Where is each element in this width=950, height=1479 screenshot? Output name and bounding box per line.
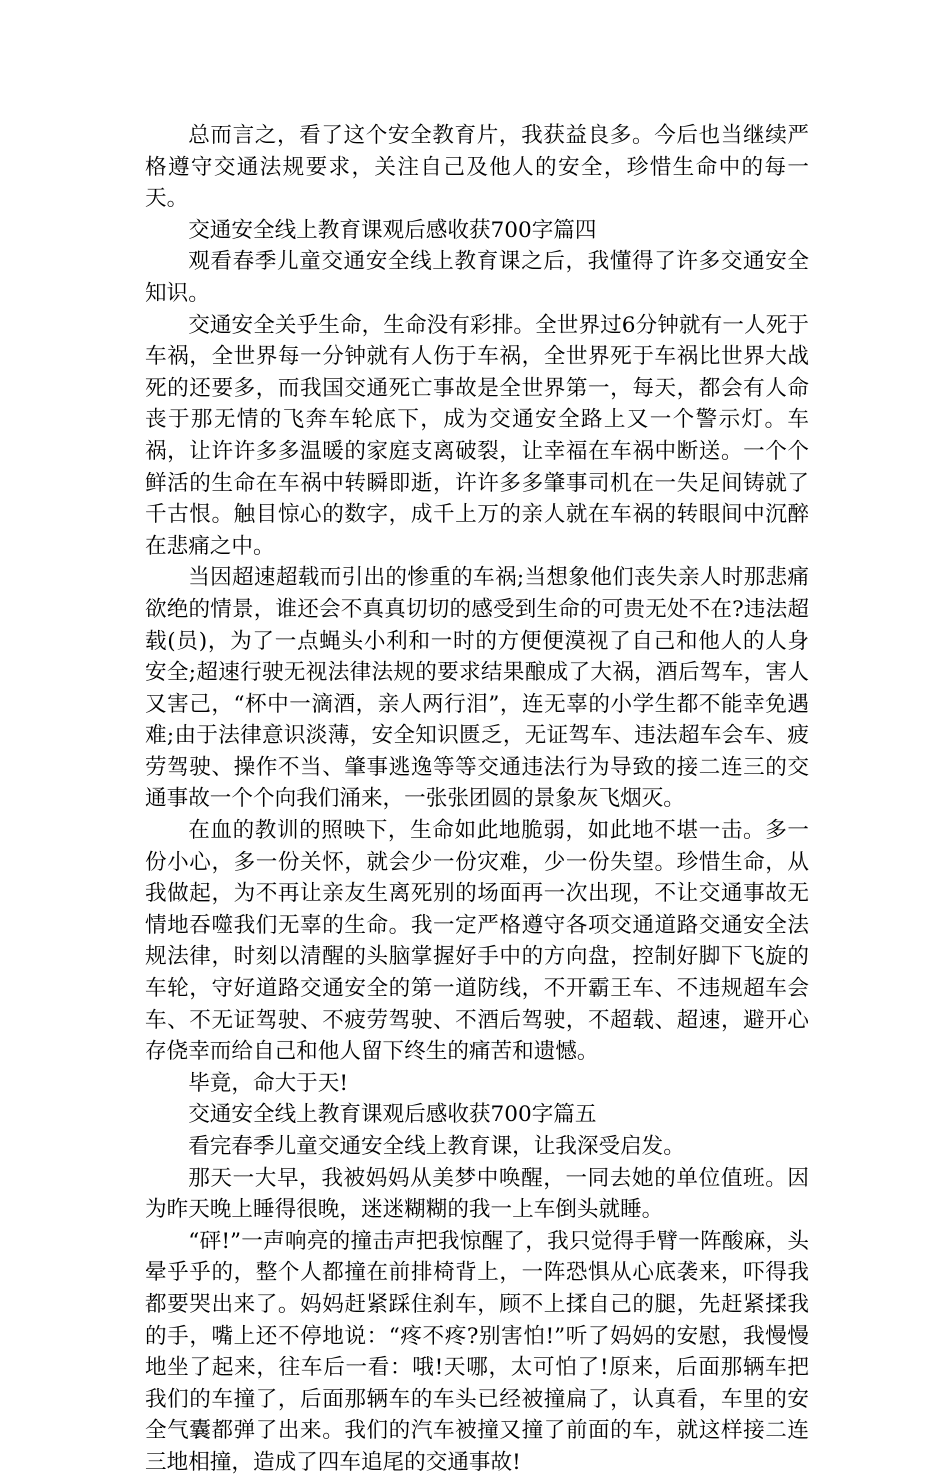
paragraph: 看完春季儿童交通安全线上教育课，让我深受启发。	[188, 1134, 685, 1159]
paragraph-conclusion: 总而言之，看了这个安全教育片，我获益良多。今后也当继续严格遵守交通法规要求，关注自己及他人的安全，珍惜生命中的每一天。	[145, 123, 809, 212]
document-page	[145, 120, 809, 1479]
paragraph: 当因超速超载而引出的惨重的车祸;当想象他们丧失亲人时那悲痛欲绝的情景，谁还会不真真切切的感受到生命的可贵无处不在?违法超载(员)，为了一点蝇头小利和一时的方便便漠视了自己和他人的人身安全;超速行驶无视法律法规的要求结果酿成了大祸，酒后驾车，害人又害己，“杯中一滴酒，亲人两行泪”，连无辜的小学生都不能幸免遇难;由于法律意识淡薄，安全知识匮乏，无证驾车、违法超车会车、疲劳驾驶、操作不当、肇事逃逸等等交通违法行为导致的接二连三的交通事故一个个向我们涌来，一张张团圆的景象灰飞烟灭。	[145, 565, 809, 812]
paragraph: 毕竟，命大于天!	[188, 1070, 349, 1096]
paragraph: 观看春季儿童交通安全线上教育课之后，我懂得了许多交通安全知识。	[145, 249, 809, 306]
paragraph: 交通安全关乎生命，生命没有彩排。全世界过6分钟就有一人死于车祸，全世界每一分钟就有人伤于车祸，全世界死于车祸比世界大战死的还要多，而我国交通死亡事故是全世界第一，每天，都会有人命丧于那无情的飞奔车轮底下，成为交通安全路上又一个警示灯。车祸，让许许多多温暖的家庭支离破裂，让幸福在车祸中断送。一个个鲜活的生命在车祸中转瞬即逝，许许多多肇事司机在一失足间铸就了千古恨。触目惊心的数字，成千上万的亲人就在车祸的转眼间中沉醉在悲痛之中。	[145, 312, 809, 559]
paragraph: 那天一大早，我被妈妈从美梦中唤醒，一同去她的单位值班。因为昨天晚上睡得很晚，迷迷糊糊的我一上车倒头就睡。	[145, 1165, 809, 1223]
section-heading-5: 交通安全线上教育课观后感收获700字篇五	[188, 1102, 597, 1128]
paragraph: 在血的教训的照映下，生命如此地脆弱，如此地不堪一击。多一份小心，多一份关怀，就会少一份灾难，少一份失望。珍惜生命，从我做起，为不再让亲友生离死别的场面再一次出现，不让交通事故无情地吞噬我们无辜的生命。我一定严格遵守各项交通道路交通安全法规法律，时刻以清醒的头脑掌握好手中的方向盘，控制好脚下飞旋的车轮，守好道路交通安全的第一道防线，不开霸王车、不违规超车会车、不无证驾驶、不疲劳驾驶、不酒后驾驶，不超载、超速，避开心存侥幸而给自己和他人留下终生的痛苦和遗憾。	[145, 818, 809, 1065]
section-heading-4: 交通安全线上教育课观后感收获700字篇四	[188, 217, 597, 243]
paragraph: “砰!”一声响亮的撞击声把我惊醒了，我只觉得手臂一阵酸麻，头晕乎乎的，整个人都撞在前排椅背上，一阵恐惧从心底袭来，吓得我都要哭出来了。妈妈赶紧踩住刹车，顾不上揉自己的腿，先赶紧揉我的手，嘴上还不停地说：“疼不疼?别害怕!”听了妈妈的安慰，我慢慢地坐了起来，往车后一看：哦!天哪，太可怕了!原来，后面那辆车把我们的车撞了，后面那辆车的车头已经被撞扁了，认真看，车里的安全气囊都弹了出来。我们的汽车被撞又撞了前面的车，就这样接二连三地相撞，造成了四车追尾的交通事故!	[145, 1228, 809, 1475]
